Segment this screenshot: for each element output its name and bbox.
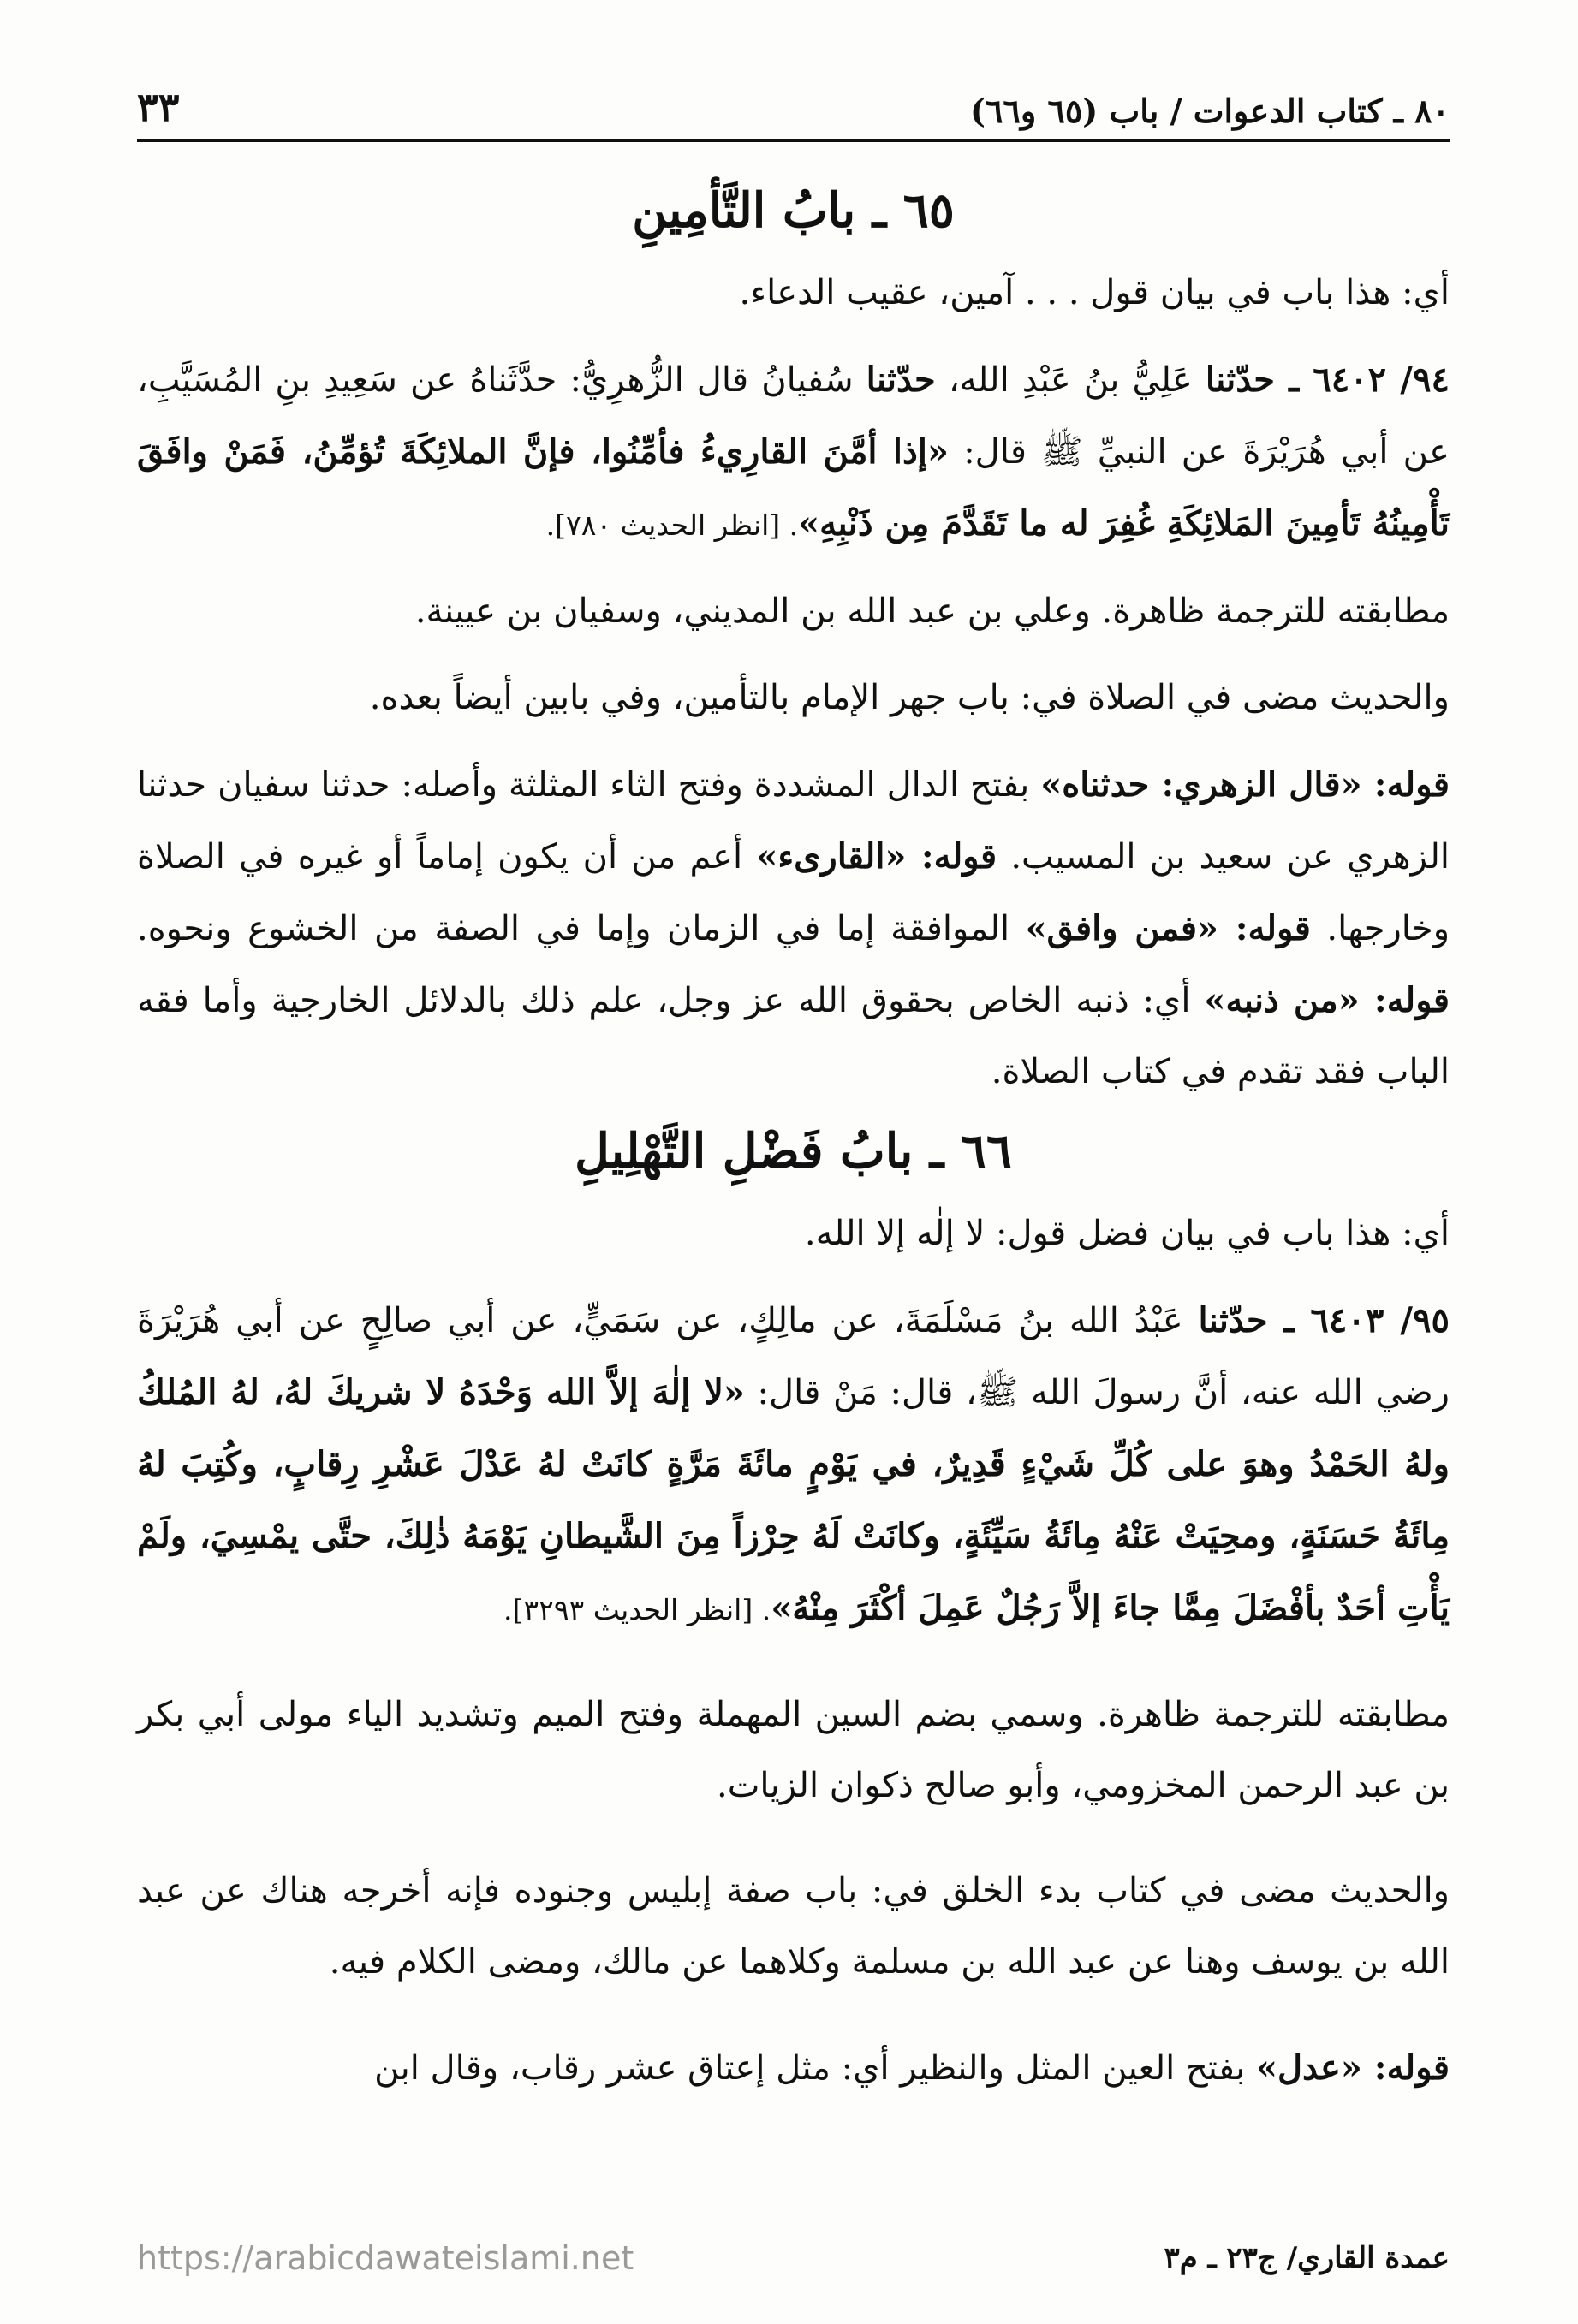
qawluhu-keyword: قوله: «من ذنبه»: [1204, 980, 1450, 1020]
chapter-66-intro: أي: هذا باب في بيان فضل قول: لا إلٰه إلا الله.: [804, 1214, 1450, 1253]
page-footer: [137, 2239, 1450, 2277]
hadith-number: ٩٥/ ٦٤٠٣ ـ حدّثنا: [1198, 1300, 1450, 1340]
volume-signature: عمدة القاري/ ج٢٣ ـ م٣: [1164, 2241, 1450, 2275]
commentary-paragraph: مطابقته للترجمة ظاهرة. وسمي بضم السين المهملة وفتح الميم وتشديد الياء مولى أبي بكر بن عبد الرحمن المخزومي، وأبو صالح ذكوان الزيات.: [137, 1695, 1450, 1805]
hadith-isnad: عَلِيُّ بنُ عَبْدِ الله،: [935, 360, 1206, 400]
hadith-6403: [137, 1285, 1450, 1645]
hadith-isnad-text: سُفيانُ قال الزُّهرِيُّ: حدَّثَناهُ عن سَعِيدِ بنِ المُسَيَّبِ، عن أبي هُرَيْرَةَ عن النبيِّ ﷺ قال:: [137, 360, 1450, 472]
page-number: ٣٣: [137, 84, 180, 130]
commentary-text: أي: ذنبه الخاص بحقوق الله عز وجل، علم ذلك بالدلائل الخارجية وأما فقه الباب فقد تقدم في كتاب الصلاة.: [137, 981, 1450, 1091]
watermark-url: https://arabicdawateislami.net: [137, 2239, 634, 2277]
commentary-paragraph: [137, 2032, 1450, 2104]
qawluhu-keyword: قوله: «عدل»: [1255, 2048, 1450, 2088]
hadith-number: ٩٤/ ٦٤٠٢ ـ حدّثنا: [1205, 360, 1450, 400]
running-head: ٨٠ ـ كتاب الدعوات / باب (٦٥ و٦٦): [970, 92, 1450, 130]
hadith-matn: «إذا أمَّنَ القارِيءُ فأمِّنُوا، فإنَّ الملائِكَةَ تُؤمِّنُ، فَمَنْ وافَقَ تَأْمِينُهُ تَأمِينَ المَلائِكَةِ غُفِرَ له ما تَقَدَّمَ مِن ذَنْبِهِ»: [137, 431, 1450, 544]
commentary-text: أعم من أن يكون إماماً أو غيره في الصلاة وخارجها.: [137, 837, 1450, 948]
commentary-text: بفتح الدال المشددة وفتح الثاء المثلثة وأصله: حدثنا سفيان حدثنا الزهري عن سعيد بن المسيب.: [137, 765, 1450, 877]
page-header: [137, 67, 1450, 142]
commentary-text: الموافقة إما في الزمان وإما في الصفة من الخشوع ونحوه.: [137, 909, 1026, 948]
chapter-65-title: ٦٥ ـ بابُ التَّأمِينِ: [632, 182, 955, 239]
hadith-cross-reference: . [انظر الحديث ٣٢٩٣].: [503, 1593, 771, 1626]
chapter-66-title: ٦٦ ـ بابُ فَضْلِ التَّهْلِيلِ: [575, 1123, 1012, 1180]
chapter-65-intro: أي: هذا باب في بيان قول . . . آمين، عقيب الدعاء.: [739, 273, 1450, 312]
qawluhu-keyword: قوله: «القارىء»: [756, 836, 997, 877]
hadith-isnad-text: عَبْدُ الله بنُ مَسْلَمَةَ، عن مالِكٍ، عن سَمَيٍّ، عن أبي صالِحٍ عن أبي هُرَيْرَةَ رضي الله عنه، أنَّ رسولَ الله ﷺ، قال: مَنْ قال:: [137, 1301, 1450, 1412]
page-body: [137, 167, 1450, 2119]
hadith-isnad-lead: حدّثنا: [866, 360, 936, 400]
qawluhu-keyword: قوله: «قال الزهري: حدثناه»: [1040, 764, 1450, 805]
qawluhu-keyword: قوله: «فمن وافق»: [1025, 908, 1311, 948]
hadith-matn: «لا إلٰهَ إلاَّ الله وَحْدَهُ لا شريكَ لهُ، لهُ المُلكُ ولهُ الحَمْدُ وهوَ على كُلِّ شَيْءٍ قَدِيرٌ، في يَوْمٍ مائَةَ مَرَّةٍ كانَتْ لهُ عَدْلَ عَشْرِ رِقابٍ، وكُتِبَ لهُ مِائَةُ حَسَنَةٍ، ومحِيَتْ عَنْهُ مِائَةُ سَيِّئَةٍ، وكانَتْ لَهُ حِرْزاً مِنَ الشَّيطانِ يَوْمَهُ ذٰلِكَ، حتَّى يمْسِيَ، ولَمْ يَأْتِ أحَدٌ بأفْضَلَ مِمَّا جاءَ إلاَّ رَجُلٌ عَمِلَ أكْثَرَ مِنْهُ»: [137, 1372, 1450, 1628]
commentary-paragraph: والحديث مضى في كتاب بدء الخلق في: باب صفة إبليس وجنوده فإنه أخرجه هناك عن عبد الله بن يوسف وهنا عن عبد الله بن مسلمة وكلاهما عن مالك، ومضى الكلام فيه.: [137, 1871, 1450, 1982]
hadith-cross-reference: . [انظر الحديث ٧٨٠].: [545, 508, 799, 542]
commentary-paragraph: والحديث مضى في الصلاة في: باب جهر الإمام بالتأمين، وفي بابين أيضاً بعده.: [369, 678, 1450, 717]
commentary-text: بفتح العين المثل والنظير أي: مثل إعتاق عشر رقاب، وقال ابن: [374, 2048, 1256, 2088]
commentary-paragraph: مطابقته للترجمة ظاهرة. وعلي بن عبد الله بن المديني، وسفيان بن عيينة.: [414, 591, 1450, 631]
commentary-paragraph: [137, 749, 1450, 1108]
hadith-6402: [137, 344, 1450, 561]
